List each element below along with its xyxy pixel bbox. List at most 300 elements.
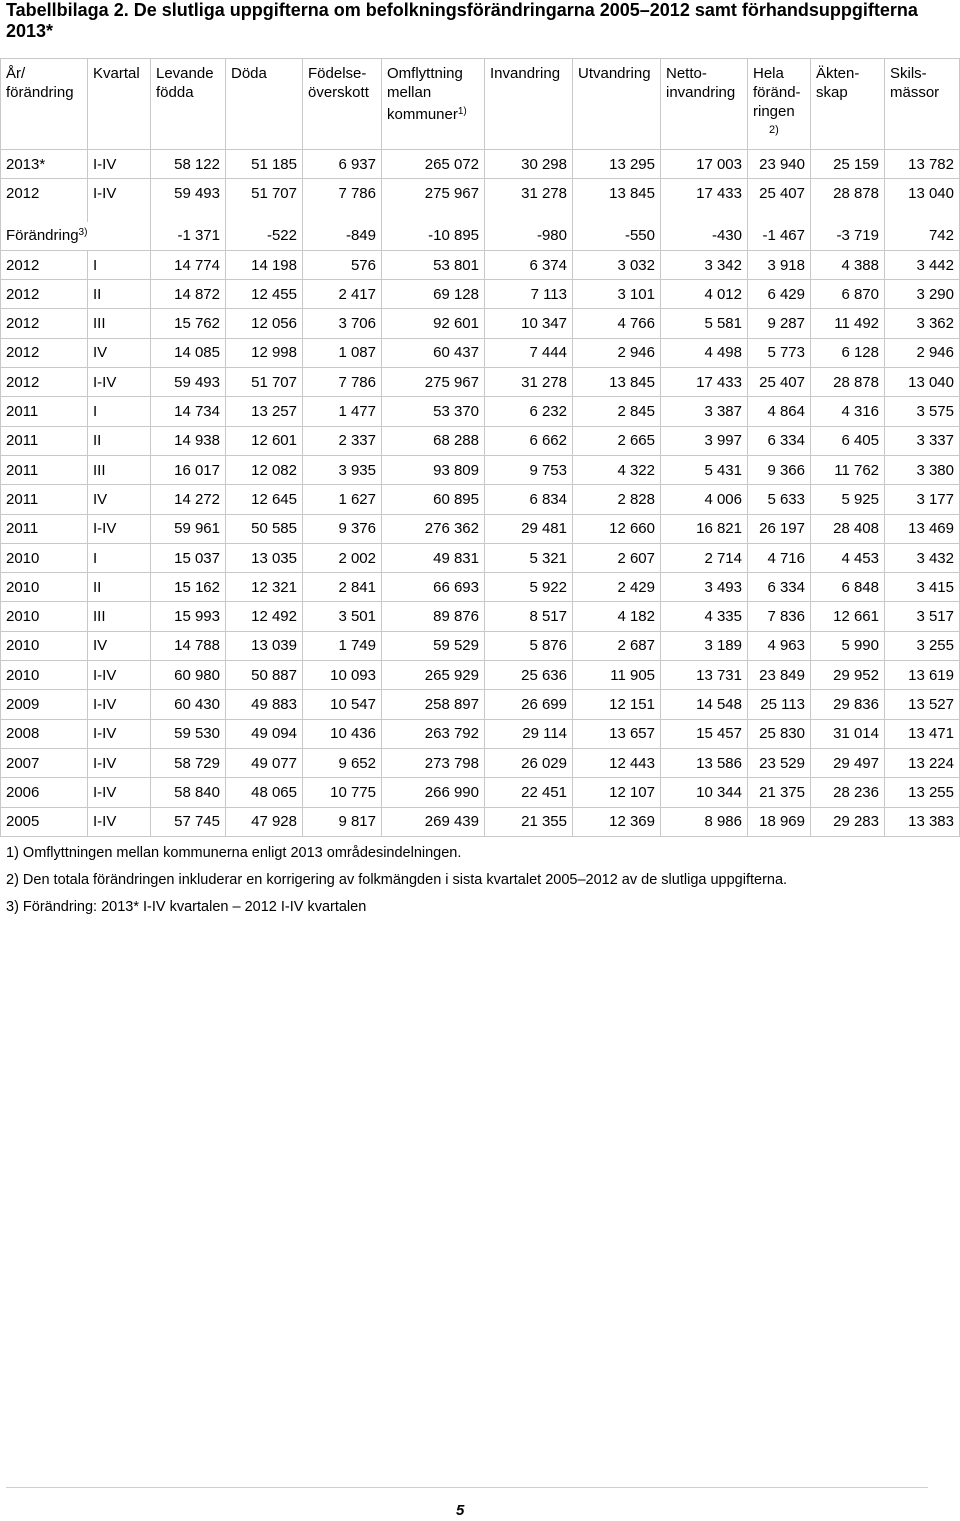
table-cell: 21 375 xyxy=(748,778,811,807)
table-cell: 3 177 xyxy=(885,485,960,514)
table-cell: 3 189 xyxy=(661,631,748,660)
table-cell: 3 501 xyxy=(303,602,382,631)
table-row xyxy=(1,748,960,777)
table-cell: 9 817 xyxy=(303,807,382,836)
table-cell: 26 029 xyxy=(485,748,573,777)
table-cell: -430 xyxy=(661,222,748,251)
table-cell: 2010 xyxy=(1,573,88,602)
table-cell: -980 xyxy=(485,222,573,251)
table-cell: 6 937 xyxy=(303,150,382,179)
table-cell: 2009 xyxy=(1,690,88,719)
table-cell: -550 xyxy=(573,222,661,251)
table-cell: -1 371 xyxy=(151,222,226,251)
table-row xyxy=(1,631,960,660)
table-cell: 69 128 xyxy=(382,280,485,309)
table-cell: 263 792 xyxy=(382,719,485,748)
table-row xyxy=(1,573,960,602)
table-cell: IV xyxy=(88,631,151,660)
footnote-3: 3) Förändring: 2013* I-IV kvartalen – 2012 I-IV kvartalen xyxy=(6,899,367,915)
col-header-net-migration: Netto- invandring xyxy=(661,59,748,150)
table-cell: 266 990 xyxy=(382,778,485,807)
table-cell: 2 714 xyxy=(661,543,748,572)
table-cell: 276 362 xyxy=(382,514,485,543)
table-cell: 7 786 xyxy=(303,368,382,397)
table-row xyxy=(1,309,960,338)
footnote-ref-1: 1) xyxy=(457,106,467,117)
table-cell: 66 693 xyxy=(382,573,485,602)
table-cell: 26 197 xyxy=(748,514,811,543)
table-cell: 4 316 xyxy=(811,397,885,426)
table-cell: 3 290 xyxy=(885,280,960,309)
table-row xyxy=(1,690,960,719)
table-cell: I-IV xyxy=(88,368,151,397)
table-cell: 2 429 xyxy=(573,573,661,602)
table-cell: 59 493 xyxy=(151,368,226,397)
table-cell: 2 002 xyxy=(303,543,382,572)
table-cell: 15 162 xyxy=(151,573,226,602)
col-header-immigration: Invandring xyxy=(485,59,573,150)
table-cell: 13 471 xyxy=(885,719,960,748)
table-cell: 3 337 xyxy=(885,426,960,455)
table-cell: 3 387 xyxy=(661,397,748,426)
table-cell: 2012 xyxy=(1,338,88,367)
table-row xyxy=(1,250,960,279)
table-cell: 273 798 xyxy=(382,748,485,777)
table-cell: 6 405 xyxy=(811,426,885,455)
table-header xyxy=(1,59,960,150)
table-cell: I-IV xyxy=(88,661,151,690)
table-cell: 25 407 xyxy=(748,179,811,208)
table-cell: 8 517 xyxy=(485,602,573,631)
table-cell: 2010 xyxy=(1,602,88,631)
footnote-ref-2: 2) xyxy=(769,124,779,136)
table-cell: I xyxy=(88,250,151,279)
col-header-intermunicipal-label: Omflyttning mellan kommuner xyxy=(387,65,463,123)
table-cell: 12 998 xyxy=(226,338,303,367)
table-cell: 2 607 xyxy=(573,543,661,572)
table-cell: 6 128 xyxy=(811,338,885,367)
table-cell: III xyxy=(88,309,151,338)
table-cell: 4 498 xyxy=(661,338,748,367)
table-cell: 15 037 xyxy=(151,543,226,572)
col-header-year: År/ förändring xyxy=(1,59,88,150)
table-cell: -10 895 xyxy=(382,222,485,251)
table-cell: 14 938 xyxy=(151,426,226,455)
table-cell: -849 xyxy=(303,222,382,251)
table-cell: 17 433 xyxy=(661,368,748,397)
table-cell: 10 547 xyxy=(303,690,382,719)
table-cell: 53 801 xyxy=(382,250,485,279)
table-cell: 6 834 xyxy=(485,485,573,514)
table-cell: 49 077 xyxy=(226,748,303,777)
table-cell: 6 232 xyxy=(485,397,573,426)
change-label-cell xyxy=(1,222,151,251)
table-cell: 2 665 xyxy=(573,426,661,455)
table-cell: 48 065 xyxy=(226,778,303,807)
table-cell: 9 753 xyxy=(485,455,573,484)
table-cell: 13 782 xyxy=(885,150,960,179)
table-cell: 13 035 xyxy=(226,543,303,572)
table-cell: 28 878 xyxy=(811,179,885,208)
table-cell: 31 014 xyxy=(811,719,885,748)
col-header-total-change xyxy=(748,59,811,150)
table-cell: -1 467 xyxy=(748,222,811,251)
table-row xyxy=(1,426,960,455)
table-cell: 2012 xyxy=(1,250,88,279)
table-cell: 3 415 xyxy=(885,573,960,602)
table-cell: 47 928 xyxy=(226,807,303,836)
page-title: Tabellbilaga 2. De slutliga uppgifterna om befolkningsförändringarna 2005–2012 samt förhandsuppgifterna 2013* xyxy=(6,0,918,41)
table-cell: 7 786 xyxy=(303,179,382,208)
table-cell: 1 749 xyxy=(303,631,382,660)
table-cell: 13 040 xyxy=(885,368,960,397)
table-cell: 6 374 xyxy=(485,250,573,279)
table-cell: 60 980 xyxy=(151,661,226,690)
table-cell: 15 762 xyxy=(151,309,226,338)
table-cell: 18 969 xyxy=(748,807,811,836)
table-cell: I-IV xyxy=(88,690,151,719)
table-cell: 14 734 xyxy=(151,397,226,426)
table-cell: 3 255 xyxy=(885,631,960,660)
table-cell: 13 845 xyxy=(573,368,661,397)
table-cell: 3 575 xyxy=(885,397,960,426)
table-cell: 12 151 xyxy=(573,690,661,719)
table-cell: I-IV xyxy=(88,748,151,777)
table-cell: 4 766 xyxy=(573,309,661,338)
change-label: Förändring xyxy=(6,227,79,245)
table-cell: 28 878 xyxy=(811,368,885,397)
table-cell: 4 864 xyxy=(748,397,811,426)
table-cell: 9 376 xyxy=(303,514,382,543)
table-cell: 10 436 xyxy=(303,719,382,748)
table-cell: 2 337 xyxy=(303,426,382,455)
table-cell: 4 012 xyxy=(661,280,748,309)
table-cell: 3 935 xyxy=(303,455,382,484)
table-cell: 28 408 xyxy=(811,514,885,543)
table-cell: 16 821 xyxy=(661,514,748,543)
table-cell: 29 836 xyxy=(811,690,885,719)
table-cell: 7 444 xyxy=(485,338,573,367)
table-cell: III xyxy=(88,455,151,484)
table-cell: 2012 xyxy=(1,309,88,338)
table-cell: 29 952 xyxy=(811,661,885,690)
table-cell: 2011 xyxy=(1,455,88,484)
col-header-marriages: Äkten- skap xyxy=(811,59,885,150)
table-cell: 49 831 xyxy=(382,543,485,572)
table-cell: 92 601 xyxy=(382,309,485,338)
table-cell: 275 967 xyxy=(382,368,485,397)
table-cell: 13 255 xyxy=(885,778,960,807)
col-header-deaths: Döda xyxy=(226,59,303,150)
table-cell: I-IV xyxy=(88,514,151,543)
table-cell: 14 085 xyxy=(151,338,226,367)
table-row xyxy=(1,150,960,179)
table-cell: 58 729 xyxy=(151,748,226,777)
table-cell: 3 706 xyxy=(303,309,382,338)
table-cell: 93 809 xyxy=(382,455,485,484)
table-cell: 57 745 xyxy=(151,807,226,836)
table-cell: 29 114 xyxy=(485,719,573,748)
footnotes xyxy=(6,840,787,921)
table-cell: 14 774 xyxy=(151,250,226,279)
table-cell: 22 451 xyxy=(485,778,573,807)
table-row xyxy=(1,543,960,572)
table-cell: 12 645 xyxy=(226,485,303,514)
table-cell: 25 113 xyxy=(748,690,811,719)
page-divider xyxy=(6,1487,928,1488)
table-cell: 2 417 xyxy=(303,280,382,309)
table-cell: 3 493 xyxy=(661,573,748,602)
table-cell: -522 xyxy=(226,222,303,251)
table-cell: 4 716 xyxy=(748,543,811,572)
table-cell: 10 344 xyxy=(661,778,748,807)
table-cell: 6 429 xyxy=(748,280,811,309)
table-cell: 4 963 xyxy=(748,631,811,660)
table-cell: 3 101 xyxy=(573,280,661,309)
table-cell: 2011 xyxy=(1,397,88,426)
table-cell: 2 946 xyxy=(885,338,960,367)
table-cell: 6 662 xyxy=(485,426,573,455)
col-header-emigration: Utvandring xyxy=(573,59,661,150)
table-cell: 58 840 xyxy=(151,778,226,807)
table-cell: I-IV xyxy=(88,150,151,179)
table-cell: 23 849 xyxy=(748,661,811,690)
table-cell: 13 731 xyxy=(661,661,748,690)
table-cell: 13 527 xyxy=(885,690,960,719)
table-cell: 2007 xyxy=(1,748,88,777)
table-cell: I xyxy=(88,543,151,572)
table-cell: II xyxy=(88,426,151,455)
table-cell: 13 383 xyxy=(885,807,960,836)
table-row xyxy=(1,661,960,690)
table-cell: I-IV xyxy=(88,807,151,836)
table-cell: 4 322 xyxy=(573,455,661,484)
col-header-intermunicipal xyxy=(382,59,485,150)
table-cell: 13 039 xyxy=(226,631,303,660)
table-cell: 265 072 xyxy=(382,150,485,179)
table-cell: 21 355 xyxy=(485,807,573,836)
table-cell: 3 380 xyxy=(885,455,960,484)
table-cell: 12 107 xyxy=(573,778,661,807)
table-cell: 2011 xyxy=(1,426,88,455)
table-cell: 2 841 xyxy=(303,573,382,602)
table-cell: II xyxy=(88,573,151,602)
table-row xyxy=(1,368,960,397)
table-cell: 51 707 xyxy=(226,179,303,208)
table-cell: 2008 xyxy=(1,719,88,748)
table-cell: 31 278 xyxy=(485,368,573,397)
table-cell: IV xyxy=(88,338,151,367)
table-cell: 4 182 xyxy=(573,602,661,631)
spacer-row xyxy=(1,208,960,222)
table-cell: 58 122 xyxy=(151,150,226,179)
table-cell: 25 830 xyxy=(748,719,811,748)
table-cell: 14 788 xyxy=(151,631,226,660)
table-cell: 9 287 xyxy=(748,309,811,338)
table-cell: 7 836 xyxy=(748,602,811,631)
table-cell: 5 773 xyxy=(748,338,811,367)
table-cell: 2010 xyxy=(1,631,88,660)
table-cell: 5 876 xyxy=(485,631,573,660)
col-header-births: Levande födda xyxy=(151,59,226,150)
table-cell: 5 581 xyxy=(661,309,748,338)
table-row xyxy=(1,514,960,543)
table-cell: 68 288 xyxy=(382,426,485,455)
table-cell: 6 870 xyxy=(811,280,885,309)
table-cell: 29 481 xyxy=(485,514,573,543)
table-cell: 53 370 xyxy=(382,397,485,426)
table-row xyxy=(1,397,960,426)
table-cell: 11 762 xyxy=(811,455,885,484)
table-cell: 3 918 xyxy=(748,250,811,279)
table-cell: 6 334 xyxy=(748,573,811,602)
table-cell: 12 321 xyxy=(226,573,303,602)
table-cell: 25 159 xyxy=(811,150,885,179)
table-cell: 5 321 xyxy=(485,543,573,572)
table-cell: 50 585 xyxy=(226,514,303,543)
table-cell: 4 453 xyxy=(811,543,885,572)
table-cell: 28 236 xyxy=(811,778,885,807)
table-cell: 26 699 xyxy=(485,690,573,719)
table-cell: 15 457 xyxy=(661,719,748,748)
table-cell: 1 477 xyxy=(303,397,382,426)
table-row xyxy=(1,807,960,836)
table-cell: 50 887 xyxy=(226,661,303,690)
table-cell: 17 433 xyxy=(661,179,748,208)
table-cell: 7 113 xyxy=(485,280,573,309)
table-cell: I-IV xyxy=(88,179,151,208)
table-row xyxy=(1,778,960,807)
table-cell: 2006 xyxy=(1,778,88,807)
table-cell: 10 347 xyxy=(485,309,573,338)
table-cell: I-IV xyxy=(88,719,151,748)
table-cell: 11 905 xyxy=(573,661,661,690)
table-body xyxy=(1,150,960,837)
table-cell: 12 455 xyxy=(226,280,303,309)
table-cell: 30 298 xyxy=(485,150,573,179)
table-cell: 16 017 xyxy=(151,455,226,484)
table-cell: 275 967 xyxy=(382,179,485,208)
table-cell: 4 006 xyxy=(661,485,748,514)
table-cell: 2011 xyxy=(1,485,88,514)
table-cell: 15 993 xyxy=(151,602,226,631)
footnote-ref-3: 3) xyxy=(78,227,88,239)
table-cell: 13 657 xyxy=(573,719,661,748)
table-cell: 5 990 xyxy=(811,631,885,660)
table-row xyxy=(1,338,960,367)
col-header-total-change-label: Hela föränd- ringen xyxy=(753,65,801,120)
table-cell: 2 946 xyxy=(573,338,661,367)
table-cell: 3 442 xyxy=(885,250,960,279)
table-cell: 25 636 xyxy=(485,661,573,690)
col-header-divorces: Skils- mässor xyxy=(885,59,960,150)
table-cell: 9 366 xyxy=(748,455,811,484)
table-cell: IV xyxy=(88,485,151,514)
table-cell: 14 872 xyxy=(151,280,226,309)
table-cell: -3 719 xyxy=(811,222,885,251)
table-row xyxy=(1,280,960,309)
table-cell: 49 883 xyxy=(226,690,303,719)
table-cell: 8 986 xyxy=(661,807,748,836)
table-cell: 51 185 xyxy=(226,150,303,179)
table-cell: 49 094 xyxy=(226,719,303,748)
table-cell: 2013* xyxy=(1,150,88,179)
table-cell: 12 661 xyxy=(811,602,885,631)
table-cell: 13 469 xyxy=(885,514,960,543)
table-cell: 3 032 xyxy=(573,250,661,279)
table-cell: 51 707 xyxy=(226,368,303,397)
table-cell: 5 925 xyxy=(811,485,885,514)
table-cell: 4 388 xyxy=(811,250,885,279)
table-cell: 2005 xyxy=(1,807,88,836)
table-cell: 59 493 xyxy=(151,179,226,208)
table-cell: 12 443 xyxy=(573,748,661,777)
change-row xyxy=(1,222,960,251)
table-cell: 13 845 xyxy=(573,179,661,208)
table-row xyxy=(1,485,960,514)
table-cell: 59 961 xyxy=(151,514,226,543)
table-cell: 6 334 xyxy=(748,426,811,455)
table-cell: 89 876 xyxy=(382,602,485,631)
table-cell: 12 660 xyxy=(573,514,661,543)
table-cell: 2012 xyxy=(1,368,88,397)
table-cell: 3 342 xyxy=(661,250,748,279)
table-cell: 265 929 xyxy=(382,661,485,690)
table-cell: 10 093 xyxy=(303,661,382,690)
table-cell: 23 529 xyxy=(748,748,811,777)
table-cell: 5 633 xyxy=(748,485,811,514)
table-cell: 742 xyxy=(885,222,960,251)
table-cell: 13 586 xyxy=(661,748,748,777)
table-cell: 3 997 xyxy=(661,426,748,455)
table-cell: 13 295 xyxy=(573,150,661,179)
table-row xyxy=(1,179,960,208)
table-cell: 29 283 xyxy=(811,807,885,836)
table-cell: 2012 xyxy=(1,280,88,309)
table-cell: 2 828 xyxy=(573,485,661,514)
col-header-natural-increase: Födelse- överskott xyxy=(303,59,382,150)
footnote-2: 2) Den totala förändringen inkluderar en korrigering av folkmängden i sista kvartalet 2005–2012 av de slutliga uppgifterna. xyxy=(6,872,788,888)
table-cell: 12 492 xyxy=(226,602,303,631)
table-cell: 12 082 xyxy=(226,455,303,484)
table-cell: 10 775 xyxy=(303,778,382,807)
table-cell: 59 530 xyxy=(151,719,226,748)
table-cell: III xyxy=(88,602,151,631)
table-cell: 14 548 xyxy=(661,690,748,719)
table-row xyxy=(1,602,960,631)
table-cell: 14 198 xyxy=(226,250,303,279)
table-cell: 576 xyxy=(303,250,382,279)
table-cell: 13 040 xyxy=(885,179,960,208)
population-change-table xyxy=(0,58,960,837)
table-cell: 2 845 xyxy=(573,397,661,426)
table-cell: 1 627 xyxy=(303,485,382,514)
table-cell: 2010 xyxy=(1,543,88,572)
table-cell: 59 529 xyxy=(382,631,485,660)
table-cell: 2 687 xyxy=(573,631,661,660)
table-cell: 9 652 xyxy=(303,748,382,777)
table-cell: 13 619 xyxy=(885,661,960,690)
table-cell: 13 257 xyxy=(226,397,303,426)
table-cell: 4 335 xyxy=(661,602,748,631)
table-row xyxy=(1,719,960,748)
table-cell: II xyxy=(88,280,151,309)
table-cell: 6 848 xyxy=(811,573,885,602)
table-cell: 11 492 xyxy=(811,309,885,338)
table-cell: 269 439 xyxy=(382,807,485,836)
table-cell: 23 940 xyxy=(748,150,811,179)
table-cell: 12 601 xyxy=(226,426,303,455)
